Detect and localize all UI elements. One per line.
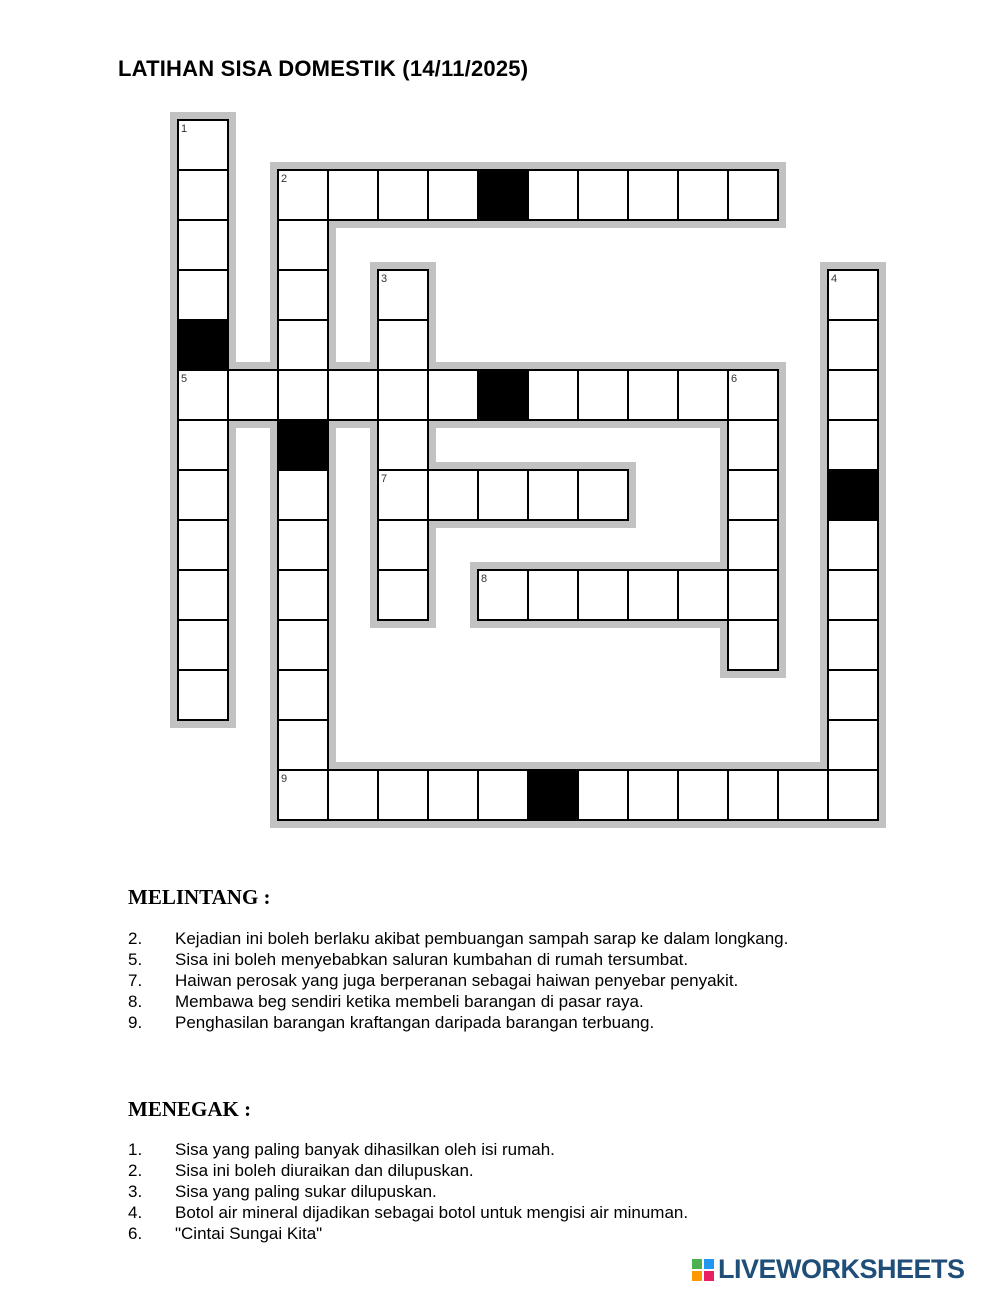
crossword-cell[interactable] (278, 720, 328, 770)
crossword-cell[interactable] (278, 670, 328, 720)
crossword-cell[interactable] (328, 770, 378, 820)
crossword-cell[interactable] (278, 570, 328, 620)
crossword-cell[interactable] (628, 770, 678, 820)
page-title: LATIHAN SISA DOMESTIK (14/11/2025) (118, 56, 529, 81)
crossword-cell[interactable] (428, 370, 478, 420)
crossword-cell[interactable] (578, 370, 628, 420)
crossword-cell[interactable] (378, 370, 428, 420)
crossword-cell[interactable] (678, 570, 728, 620)
clue-down-6: 6. "Cintai Sungai Kita" (128, 1224, 323, 1243)
crossword-cell[interactable] (278, 470, 328, 520)
crossword-cell[interactable] (378, 170, 428, 220)
crossword-cell[interactable] (728, 420, 778, 470)
crossword-cell[interactable] (728, 570, 778, 620)
clue-down-1: 1. Sisa yang paling banyak dihasilkan oleh isi rumah. (128, 1140, 555, 1159)
crossword-cell[interactable] (178, 670, 228, 720)
crossword-cell[interactable] (428, 470, 478, 520)
crossword-cell[interactable] (628, 170, 678, 220)
crossword-cell[interactable] (678, 370, 728, 420)
clue-number-7: 7 (381, 473, 388, 485)
crossword-cell[interactable] (828, 770, 878, 820)
crossword-cell[interactable] (478, 770, 528, 820)
crossword-cell[interactable] (278, 520, 328, 570)
crossword-cell[interactable] (828, 620, 878, 670)
crossword-cell[interactable] (728, 520, 778, 570)
crossword-cell[interactable] (528, 570, 578, 620)
crossword-cell[interactable] (578, 770, 628, 820)
down-heading: MENEGAK : (128, 1097, 252, 1121)
crossword-black-cell (478, 170, 528, 220)
crossword-cell[interactable] (178, 270, 228, 320)
across-heading: MELINTANG : (128, 885, 271, 909)
clue-down-3: 3. Sisa yang paling sukar dilupuskan. (128, 1182, 437, 1201)
clue-across-5: 5. Sisa ini boleh menyebabkan saluran kumbahan di rumah tersumbat. (128, 950, 689, 969)
crossword-cell[interactable] (578, 170, 628, 220)
crossword-cell[interactable] (328, 170, 378, 220)
crossword-cell[interactable] (728, 770, 778, 820)
crossword-black-cell (828, 470, 878, 520)
crossword-black-cell (478, 370, 528, 420)
crossword-cell[interactable] (378, 320, 428, 370)
crossword-cell[interactable] (728, 170, 778, 220)
crossword-cell[interactable] (228, 370, 278, 420)
clue-across-8: 8. Membawa beg sendiri ketika membeli barangan di pasar raya. (128, 992, 644, 1011)
logo-mark-icon (692, 1259, 714, 1281)
crossword-cell[interactable] (428, 770, 478, 820)
crossword-cell[interactable] (278, 620, 328, 670)
liveworksheets-logo (692, 1254, 965, 1285)
clue-number-1: 1 (181, 123, 188, 135)
crossword-black-cell (278, 420, 328, 470)
crossword-cell[interactable] (378, 570, 428, 620)
clue-across-2: 2. Kejadian ini boleh berlaku akibat pembuangan sampah sarap ke dalam longkang. (128, 929, 789, 948)
crossword-cell[interactable] (828, 670, 878, 720)
clue-across-9: 9. Penghasilan barangan kraftangan daripada barangan terbuang. (128, 1013, 655, 1032)
crossword-cell[interactable] (628, 570, 678, 620)
logo-text: LIVEWORKSHEETS (718, 1254, 965, 1284)
crossword-cell[interactable] (778, 770, 828, 820)
crossword-cell[interactable] (178, 220, 228, 270)
crossword-cell[interactable] (378, 770, 428, 820)
clue-number-2: 2 (281, 173, 288, 185)
crossword-cell[interactable] (378, 420, 428, 470)
crossword-cell[interactable] (828, 420, 878, 470)
crossword-cell[interactable] (628, 370, 678, 420)
crossword-black-cell (528, 770, 578, 820)
down-clues (128, 1139, 688, 1244)
crossword-cell[interactable] (828, 520, 878, 570)
clue-number-9: 9 (281, 773, 288, 785)
crossword-cell[interactable] (428, 170, 478, 220)
clue-down-4: 4. Botol air mineral dijadikan sebagai botol untuk mengisi air minuman. (128, 1203, 689, 1222)
crossword-cell[interactable] (528, 370, 578, 420)
crossword-black-cell (178, 320, 228, 370)
crossword-cell[interactable] (178, 520, 228, 570)
crossword-cell[interactable] (478, 470, 528, 520)
crossword-cell[interactable] (178, 420, 228, 470)
crossword-cell[interactable] (578, 470, 628, 520)
crossword-cell[interactable] (578, 570, 628, 620)
crossword-cell[interactable] (678, 770, 728, 820)
clue-number-8: 8 (481, 573, 488, 585)
crossword-cell[interactable] (178, 570, 228, 620)
clue-number-5: 5 (181, 373, 188, 385)
clue-number-4: 4 (831, 273, 838, 285)
crossword-cell[interactable] (828, 320, 878, 370)
crossword-cell[interactable] (828, 720, 878, 770)
crossword-cell[interactable] (328, 370, 378, 420)
crossword-cell[interactable] (278, 220, 328, 270)
crossword-cell[interactable] (278, 320, 328, 370)
across-clues (128, 928, 788, 1033)
crossword-cell[interactable] (678, 170, 728, 220)
crossword-cell[interactable] (728, 620, 778, 670)
crossword-cell[interactable] (178, 470, 228, 520)
crossword-cell[interactable] (378, 520, 428, 570)
crossword-cell[interactable] (828, 570, 878, 620)
clue-number-3: 3 (381, 273, 388, 285)
crossword-cell[interactable] (528, 170, 578, 220)
crossword-cell[interactable] (528, 470, 578, 520)
crossword-cell[interactable] (728, 470, 778, 520)
crossword-cell[interactable] (828, 370, 878, 420)
crossword-cell[interactable] (278, 270, 328, 320)
clue-down-2: 2. Sisa ini boleh diuraikan dan dilupuskan. (128, 1161, 474, 1180)
crossword-cell[interactable] (178, 620, 228, 670)
clue-number-6: 6 (731, 373, 738, 385)
crossword-cell[interactable] (178, 170, 228, 220)
crossword-cell[interactable] (278, 370, 328, 420)
clue-across-7: 7. Haiwan perosak yang juga berperanan sebagai haiwan penyebar penyakit. (128, 971, 739, 990)
